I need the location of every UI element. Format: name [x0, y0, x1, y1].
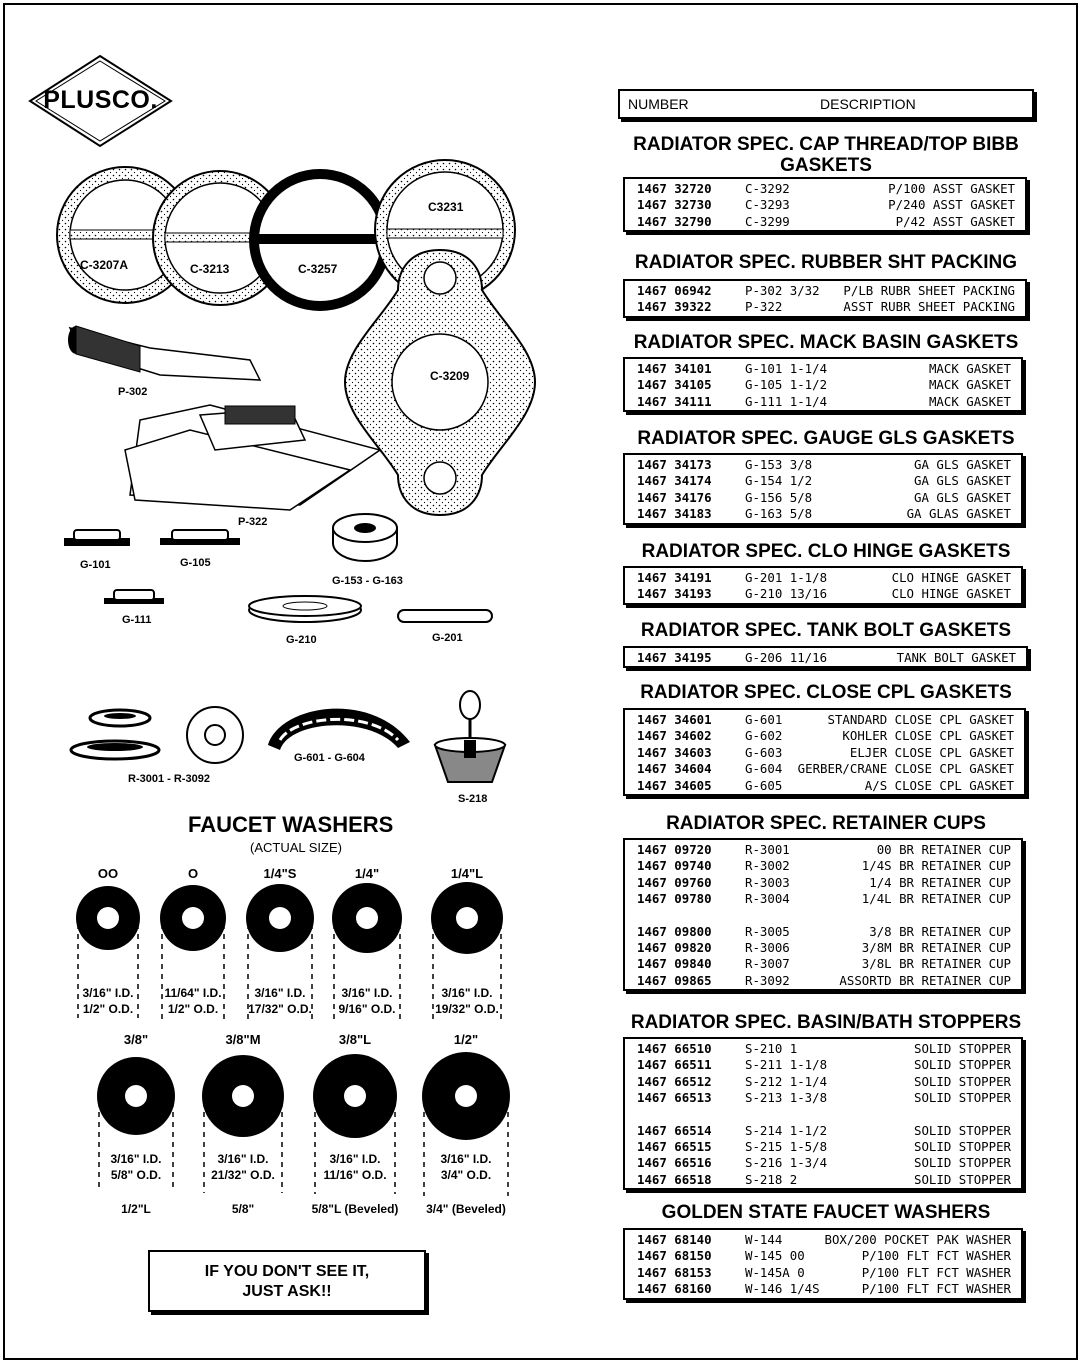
section-title-line: RADIATOR SPEC. TANK BOLT GASKETS — [640, 620, 1012, 641]
washer-size-label: 3/8"M — [225, 1032, 261, 1047]
section-title — [586, 541, 1066, 562]
section-table — [623, 1037, 1023, 1190]
item-code: W-146 1/4S — [745, 1281, 820, 1297]
item-code: G-210 13/16 — [745, 586, 828, 602]
item-code: G-101 1-1/4 — [745, 361, 828, 376]
item-description: GA GLS GASKET — [914, 473, 1011, 489]
item-number: 1467 66516 — [637, 1155, 712, 1171]
label-s218: S-218 — [458, 793, 488, 805]
table-row — [625, 1265, 1021, 1281]
item-code: G-154 1/2 — [745, 473, 813, 489]
table-row — [625, 842, 1021, 858]
gasket-illustrations — [40, 150, 540, 820]
item-number: 1467 34605 — [637, 777, 712, 793]
table-row — [625, 394, 1021, 410]
item-code: G-111 1-1/4 — [745, 393, 828, 409]
item-number: 1467 34183 — [637, 506, 712, 522]
item-description: P/240 ASST GASKET — [888, 197, 1015, 213]
item-code: P-322 — [745, 299, 783, 315]
label-c3231: C3231 — [428, 200, 464, 214]
item-number: 1467 66518 — [637, 1171, 712, 1187]
item-code: P-302 3/32 — [745, 283, 820, 298]
section-title-line: RADIATOR SPEC. GAUGE GLS GASKETS — [637, 428, 1015, 449]
washer-id: 3/16" I.D. — [440, 1152, 492, 1166]
ask-line-1: IF YOU DON'T SEE IT, — [204, 1263, 370, 1280]
table-row — [625, 1139, 1021, 1155]
label-c3257: C-3257 — [298, 262, 338, 276]
washer-id: 3/16" I.D. — [110, 1152, 162, 1166]
item-code: S-210 1 — [745, 1041, 798, 1056]
label-g201: G-201 — [432, 632, 463, 644]
item-description: BOX/200 POCKET PAK WASHER — [824, 1232, 1011, 1247]
header-number: NUMBER — [628, 96, 689, 112]
washer-od: 11/16" O.D. — [323, 1168, 387, 1182]
item-code: G-156 5/8 — [745, 489, 813, 505]
item-code: G-153 3/8 — [745, 457, 813, 472]
label-g105: G-105 — [180, 557, 211, 569]
item-number: 1467 66511 — [637, 1057, 712, 1073]
gasket-c3257 — [254, 174, 386, 306]
item-code: R-3092 — [745, 972, 790, 988]
item-code: C-3293 — [745, 197, 790, 213]
stopper-s218 — [435, 691, 505, 782]
item-code: G-206 11/16 — [745, 650, 828, 665]
sheets-p322 — [125, 405, 380, 510]
item-number: 1467 09865 — [637, 972, 712, 988]
item-code: R-3002 — [745, 858, 790, 874]
label-p322: P-322 — [238, 516, 268, 528]
washer-id: 3/16" I.D. — [341, 986, 393, 1000]
item-code: S-213 1-3/8 — [745, 1090, 828, 1106]
item-number: 1467 66512 — [637, 1073, 712, 1089]
washer-od: 21/32" O.D. — [211, 1168, 275, 1182]
item-description: A/S CLOSE CPL GASKET — [864, 777, 1014, 793]
washer-size-label: OO — [97, 866, 119, 881]
item-number: 1467 34195 — [637, 650, 712, 665]
item-code: C-3292 — [745, 181, 790, 196]
faucet-washers-subtitle: (ACTUAL SIZE) — [250, 840, 342, 855]
item-code: W-145A 0 — [745, 1264, 805, 1280]
item-number: 1467 68150 — [637, 1248, 712, 1264]
gasket-g101 — [64, 530, 130, 546]
label-c3213: C-3213 — [190, 262, 230, 276]
table-row — [625, 761, 1024, 777]
table-header — [618, 89, 1034, 119]
washer-size-label: 1/4" — [354, 866, 380, 881]
table-row — [625, 1172, 1021, 1188]
item-code: G-105 1-1/2 — [745, 377, 828, 393]
item-code: S-214 1-1/2 — [745, 1122, 828, 1138]
item-number: 1467 32730 — [637, 197, 712, 213]
washer-od: 1/2" O.D. — [82, 1002, 134, 1016]
table-row — [625, 728, 1024, 744]
item-code: C-3299 — [745, 213, 790, 229]
section-title-line: GOLDEN STATE FAUCET WASHERS — [661, 1202, 991, 1223]
item-number: 1467 32720 — [637, 181, 712, 196]
item-description: SOLID STOPPER — [914, 1122, 1011, 1138]
table-row — [625, 570, 1021, 586]
gasket-g210 — [249, 596, 361, 622]
item-number: 1467 39322 — [637, 299, 712, 315]
item-description: 3/8L BR RETAINER CUP — [861, 956, 1011, 972]
washer-id: 3/16" I.D. — [329, 1152, 381, 1166]
item-description: P/100 ASST GASKET — [888, 181, 1015, 196]
item-number: 1467 34111 — [637, 393, 712, 409]
item-number: 1467 34176 — [637, 489, 712, 505]
section-title — [586, 252, 1066, 273]
table-row — [625, 875, 1021, 891]
item-number: 1467 68140 — [637, 1232, 712, 1247]
section-title — [586, 813, 1066, 834]
item-description: CLO HINGE GASKET — [891, 570, 1011, 585]
table-row — [625, 712, 1024, 728]
washer-id: 11/64" I.D. — [164, 986, 222, 1000]
label-g153: G-153 - G-163 — [332, 575, 403, 587]
table-row — [625, 858, 1021, 874]
gasket-g153 — [333, 514, 397, 561]
table-row — [625, 506, 1021, 522]
item-code: G-201 1-1/8 — [745, 570, 828, 585]
item-description: SOLID STOPPER — [914, 1155, 1011, 1171]
item-number: 1467 68153 — [637, 1264, 712, 1280]
item-description: MACK GASKET — [928, 377, 1011, 393]
table-row — [625, 181, 1025, 197]
item-number: 1467 66514 — [637, 1122, 712, 1138]
item-description: SOLID STOPPER — [914, 1041, 1011, 1056]
item-code: G-601 — [745, 712, 783, 727]
item-number: 1467 09760 — [637, 874, 712, 890]
item-code: G-163 5/8 — [745, 506, 813, 522]
washer-icon — [244, 882, 316, 1022]
section-title-line: RADIATOR SPEC. RUBBER SHT PACKING — [634, 252, 1018, 273]
item-number: 1467 32790 — [637, 213, 712, 229]
item-description: P/42 ASST GASKET — [895, 213, 1015, 229]
washer-od: 1/2" O.D. — [167, 1002, 219, 1016]
item-description: GA GLAS GASKET — [906, 506, 1011, 522]
washer-size-label: 1/4"L — [450, 866, 484, 881]
section-title — [586, 682, 1066, 703]
row-gap — [625, 1107, 1021, 1123]
faucet-washers-title: FAUCET WASHERS — [188, 812, 394, 837]
section-title-line: RADIATOR SPEC. CLOSE CPL GASKETS — [640, 682, 1012, 703]
section-table — [623, 566, 1023, 605]
item-code: W-144 — [745, 1232, 783, 1247]
item-description: 3/8M BR RETAINER CUP — [861, 939, 1011, 955]
washer-id: 3/16" I.D. — [441, 986, 493, 1000]
washer-bottom-label: 5/8" — [231, 1202, 255, 1216]
table-row — [625, 457, 1021, 473]
item-description: 00 BR RETAINER CUP — [876, 842, 1011, 857]
item-description: GA GLS GASKET — [914, 489, 1011, 505]
item-code: S-212 1-1/4 — [745, 1073, 828, 1089]
item-number: 1467 09740 — [637, 858, 712, 874]
table-row — [625, 1155, 1021, 1171]
item-number: 1467 68160 — [637, 1281, 712, 1297]
item-code: S-218 2 — [745, 1171, 798, 1187]
item-description: SOLID STOPPER — [914, 1090, 1011, 1106]
item-number: 1467 09720 — [637, 842, 712, 857]
gasket-g105 — [160, 530, 240, 545]
label-g111: G-111 — [122, 614, 152, 626]
item-number: 1467 09800 — [637, 923, 712, 939]
washer-size-label: 3/8" — [123, 1032, 149, 1047]
item-description: MACK GASKET — [928, 393, 1011, 409]
label-g601: G-601 - G-604 — [294, 752, 365, 764]
section-title — [586, 620, 1066, 641]
section-title-line: RADIATOR SPEC. CLO HINGE GASKETS — [641, 541, 1011, 562]
item-number: 1467 66515 — [637, 1138, 712, 1154]
section-title-line: RADIATOR SPEC. RETAINER CUPS — [666, 813, 986, 834]
item-description: P/100 FLT FCT WASHER — [861, 1264, 1011, 1280]
table-row — [625, 1232, 1021, 1248]
table-row — [625, 299, 1025, 315]
washer-size-label: 1/4"S — [263, 866, 297, 881]
section-table — [623, 646, 1028, 668]
ask-line-2: JUST ASK!! — [242, 1283, 332, 1300]
washer-id: 3/16" I.D. — [82, 986, 134, 1000]
table-row — [625, 283, 1025, 299]
item-description: SOLID STOPPER — [914, 1171, 1011, 1187]
item-description: 1/4 BR RETAINER CUP — [869, 874, 1011, 890]
item-number: 1467 06942 — [637, 283, 712, 298]
section-title — [586, 1202, 1066, 1223]
sheet-p302 — [68, 326, 260, 380]
table-row — [625, 1041, 1021, 1057]
section-table — [623, 453, 1023, 525]
table-row — [625, 1248, 1021, 1264]
item-number: 1467 34173 — [637, 457, 712, 472]
item-description: 1/4S BR RETAINER CUP — [861, 858, 1011, 874]
item-code: R-3005 — [745, 923, 790, 939]
section-title — [586, 1012, 1066, 1033]
item-description: SOLID STOPPER — [914, 1073, 1011, 1089]
washer-od: 9/16" O.D. — [338, 1002, 396, 1016]
label-c3209: C-3209 — [430, 369, 470, 383]
table-row — [625, 650, 1026, 666]
item-number: 1467 34191 — [637, 570, 712, 585]
washer-size-label: 3/8"L — [338, 1032, 372, 1047]
item-description: SOLID STOPPER — [914, 1138, 1011, 1154]
item-description: P/LB RUBR SHEET PACKING — [843, 283, 1015, 298]
label-p302: P-302 — [118, 386, 148, 398]
item-code: S-216 1-3/4 — [745, 1155, 828, 1171]
item-number: 1467 66510 — [637, 1041, 712, 1056]
gasket-g201 — [398, 610, 492, 622]
item-number: 1467 09840 — [637, 956, 712, 972]
item-description: TANK BOLT GASKET — [896, 650, 1016, 665]
item-number: 1467 34101 — [637, 361, 712, 376]
item-code: G-604 — [745, 761, 783, 777]
section-title-line: RADIATOR SPEC. BASIN/BATH STOPPERS — [630, 1012, 1022, 1033]
washer-size-label: O — [187, 866, 199, 881]
table-row — [625, 377, 1021, 393]
washer-bottom-label: 1/2"L — [121, 1202, 151, 1216]
table-row — [625, 973, 1021, 989]
item-number: 1467 34105 — [637, 377, 712, 393]
item-description: ASSORTD BR RETAINER CUP — [839, 972, 1011, 988]
label-g101: G-101 — [80, 559, 111, 571]
item-number: 1467 09780 — [637, 891, 712, 907]
logo-text: PLUSCO. — [43, 86, 158, 114]
item-code: G-603 — [745, 744, 783, 760]
table-row — [625, 940, 1021, 956]
washer-bottom-label: 5/8"L (Beveled) — [311, 1202, 399, 1216]
item-number: 1467 34174 — [637, 473, 712, 489]
table-row — [625, 473, 1021, 489]
item-number: 1467 66513 — [637, 1090, 712, 1106]
item-code: R-3007 — [745, 956, 790, 972]
item-code: S-211 1-1/8 — [745, 1057, 828, 1073]
row-gap — [625, 908, 1021, 924]
item-number: 1467 09820 — [637, 939, 712, 955]
item-code: G-605 — [745, 777, 783, 793]
section-title-line: RADIATOR SPEC. MACK BASIN GASKETS — [633, 332, 1019, 353]
section-title — [586, 428, 1066, 449]
section-table — [623, 1228, 1023, 1300]
item-code: R-3003 — [745, 874, 790, 890]
item-number: 1467 34601 — [637, 712, 712, 727]
item-code: R-3001 — [745, 842, 790, 857]
section-title — [586, 332, 1066, 353]
section-table — [623, 838, 1023, 991]
table-row — [625, 586, 1021, 602]
table-row — [625, 197, 1025, 213]
section-title-line: RADIATOR SPEC. CAP THREAD/TOP BIBB — [633, 134, 1019, 155]
table-row — [625, 924, 1021, 940]
item-number: 1467 34193 — [637, 586, 712, 602]
item-description: ASST RUBR SHEET PACKING — [843, 299, 1015, 315]
table-row — [625, 745, 1024, 761]
table-row — [625, 778, 1024, 794]
item-description: KOHLER CLOSE CPL GASKET — [842, 728, 1014, 744]
item-description: MACK GASKET — [928, 361, 1011, 376]
retainer-cups — [71, 707, 243, 763]
table-row — [625, 1057, 1021, 1073]
item-description: 1/4L BR RETAINER CUP — [861, 891, 1011, 907]
section-table — [623, 177, 1027, 232]
item-description: P/100 FLT FCT WASHER — [861, 1281, 1011, 1297]
washer-od: 5/8" O.D. — [110, 1168, 162, 1182]
header-description: DESCRIPTION — [820, 96, 916, 112]
label-c3207a: C-3207A — [80, 258, 129, 272]
washer-id: 3/16" I.D. — [254, 986, 306, 1000]
item-description: GERBER/CRANE CLOSE CPL GASKET — [797, 761, 1014, 777]
washer-od: 3/4" O.D. — [440, 1168, 492, 1182]
item-description: SOLID STOPPER — [914, 1057, 1011, 1073]
item-description: P/100 FLT FCT WASHER — [861, 1248, 1011, 1264]
item-code: S-215 1-5/8 — [745, 1138, 828, 1154]
washer-od: 17/32" O.D. — [248, 1002, 312, 1016]
table-row — [625, 956, 1021, 972]
table-row — [625, 1281, 1021, 1297]
washer-id: 3/16" I.D. — [217, 1152, 269, 1166]
section-title-line-2: GASKETS — [780, 155, 872, 176]
item-description: 3/8 BR RETAINER CUP — [869, 923, 1011, 939]
table-row — [625, 214, 1025, 230]
item-code: R-3006 — [745, 939, 790, 955]
label-r3001: R-3001 - R-3092 — [128, 773, 210, 785]
item-code: R-3004 — [745, 891, 790, 907]
item-number: 1467 34602 — [637, 728, 712, 744]
washer-icon — [158, 883, 228, 1021]
section-table — [623, 708, 1026, 796]
item-description: ELJER CLOSE CPL GASKET — [849, 744, 1014, 760]
washer-size-label: 1/2" — [453, 1032, 479, 1047]
label-g210: G-210 — [286, 634, 317, 646]
item-number: 1467 34604 — [637, 761, 712, 777]
item-description: CLO HINGE GASKET — [891, 586, 1011, 602]
table-row — [625, 490, 1021, 506]
washer-od: 19/32" O.D. — [435, 1002, 499, 1016]
section-table — [623, 357, 1023, 412]
item-number: 1467 34603 — [637, 744, 712, 760]
item-description: STANDARD CLOSE CPL GASKET — [827, 712, 1014, 727]
table-row — [625, 1090, 1021, 1106]
table-row — [625, 1123, 1021, 1139]
table-row — [625, 891, 1021, 907]
table-row — [625, 1074, 1021, 1090]
ask-box — [148, 1250, 426, 1312]
gasket-g111 — [104, 590, 164, 604]
table-row — [625, 361, 1021, 377]
section-table — [623, 279, 1027, 318]
washer-bottom-label: 3/4" (Beveled) — [426, 1202, 506, 1216]
item-code: G-602 — [745, 728, 783, 744]
gasket-g601 — [268, 709, 410, 750]
item-code: W-145 00 — [745, 1248, 805, 1264]
item-description: GA GLS GASKET — [914, 457, 1011, 472]
section-title — [586, 134, 1066, 176]
